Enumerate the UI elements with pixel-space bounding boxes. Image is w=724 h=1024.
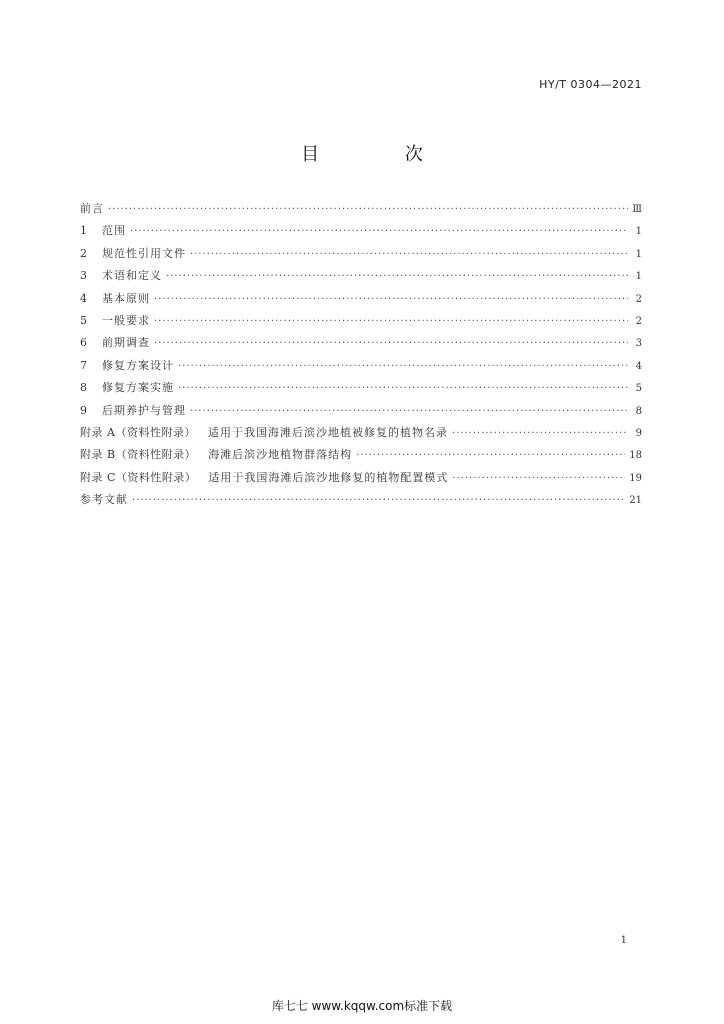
toc-entry-page: 2 <box>635 315 642 327</box>
toc-entry-label: 范围 <box>102 224 126 238</box>
toc-leader-dots <box>178 378 628 400</box>
toc-entry-references[interactable] <box>80 489 642 511</box>
toc-leader-dots <box>190 244 628 266</box>
toc-entry-appendix-b[interactable] <box>80 444 642 466</box>
toc-entry-page: 1 <box>635 248 642 260</box>
toc-entry-label: 一般要求 <box>102 313 150 327</box>
toc-entry-number: 9 <box>80 403 87 417</box>
toc-entry-number: 7 <box>80 358 87 372</box>
toc-leader-dots <box>154 289 628 311</box>
toc-entry-9[interactable] <box>80 400 642 422</box>
toc-entry-label: 适用于我国海滩后滨沙地植被修复的植物名录 <box>207 425 448 439</box>
toc-entry-7[interactable] <box>80 355 642 377</box>
toc-entry-number: 3 <box>80 269 87 283</box>
toc-entry-label: 术语和定义 <box>102 269 162 283</box>
toc-entry-label: 修复方案设计 <box>102 358 174 372</box>
toc-entry-4[interactable] <box>80 288 642 310</box>
toc-entry-5[interactable] <box>80 310 642 332</box>
toc-entry-page: 8 <box>635 405 642 417</box>
toc-entry-page: 5 <box>635 383 642 395</box>
toc-entry-page: 18 <box>629 450 642 462</box>
toc-entry-appendix-prefix: 附录 B（资料性附录） <box>80 448 197 462</box>
toc-leader-dots <box>166 266 628 288</box>
toc-leader-dots <box>154 333 628 355</box>
download-watermark: 库七七 www.kqqw.com标准下载 <box>271 999 453 1013</box>
toc-entry-number: 2 <box>80 246 87 260</box>
toc-entry-1[interactable] <box>80 220 642 242</box>
toc-entry-number: 4 <box>80 291 87 305</box>
toc-entry-label: 后期养护与管理 <box>102 403 186 417</box>
toc-leader-dots <box>130 221 628 243</box>
toc-entry-label: 适用于我国海滩后滨沙地修复的植物配置模式 <box>208 470 449 484</box>
toc-entry-label: 基本原则 <box>102 291 150 305</box>
toc-entry-label: 修复方案实施 <box>102 381 174 395</box>
toc-entry-label: 前期调查 <box>102 336 150 350</box>
toc-entry-label: 参考文献 <box>80 493 128 507</box>
toc-leader-dots <box>356 445 625 467</box>
toc-entry-page: 9 <box>635 427 642 439</box>
table-of-contents <box>80 198 642 511</box>
toc-entry-appendix-c[interactable] <box>80 467 642 489</box>
toc-entry-foreword[interactable] <box>80 198 642 220</box>
toc-leader-dots <box>452 468 625 490</box>
toc-leader-dots <box>132 490 625 512</box>
toc-entry-appendix-prefix: 附录 C（资料性附录） <box>80 470 197 484</box>
toc-entry-page: 1 <box>635 271 642 283</box>
standard-code: HY/T 0304—2021 <box>539 78 642 91</box>
toc-leader-dots <box>452 423 628 445</box>
toc-entry-8[interactable] <box>80 377 642 399</box>
toc-entry-page: 1 <box>635 226 642 238</box>
toc-entry-number: 6 <box>80 336 87 350</box>
toc-leader-dots <box>190 401 628 423</box>
toc-entry-page: Ⅲ <box>632 204 642 215</box>
toc-entry-number: 1 <box>80 224 87 238</box>
toc-entry-appendix-a[interactable] <box>80 422 642 444</box>
toc-entry-page: 2 <box>635 293 642 305</box>
page-number: 1 <box>620 935 627 946</box>
toc-entry-label: 海滩后滨沙地植物群落结构 <box>208 448 353 462</box>
toc-entry-number: 8 <box>80 381 87 395</box>
toc-entry-6[interactable] <box>80 332 642 354</box>
toc-entry-page: 4 <box>635 360 642 372</box>
toc-entry-3[interactable] <box>80 265 642 287</box>
toc-leader-dots <box>178 356 628 378</box>
toc-entry-page: 21 <box>629 495 642 507</box>
toc-leader-dots <box>154 311 628 333</box>
toc-entry-label: 前言 <box>80 202 104 215</box>
toc-entry-2[interactable] <box>80 243 642 265</box>
toc-entry-appendix-prefix: 附录 A（资料性附录） <box>80 425 196 439</box>
toc-leader-dots <box>108 199 628 221</box>
toc-entry-label: 规范性引用文件 <box>102 246 186 260</box>
page-title: 目 次 <box>301 144 463 165</box>
toc-entry-page: 19 <box>629 472 642 484</box>
toc-entry-number: 5 <box>80 313 87 327</box>
toc-entry-page: 3 <box>635 338 642 350</box>
